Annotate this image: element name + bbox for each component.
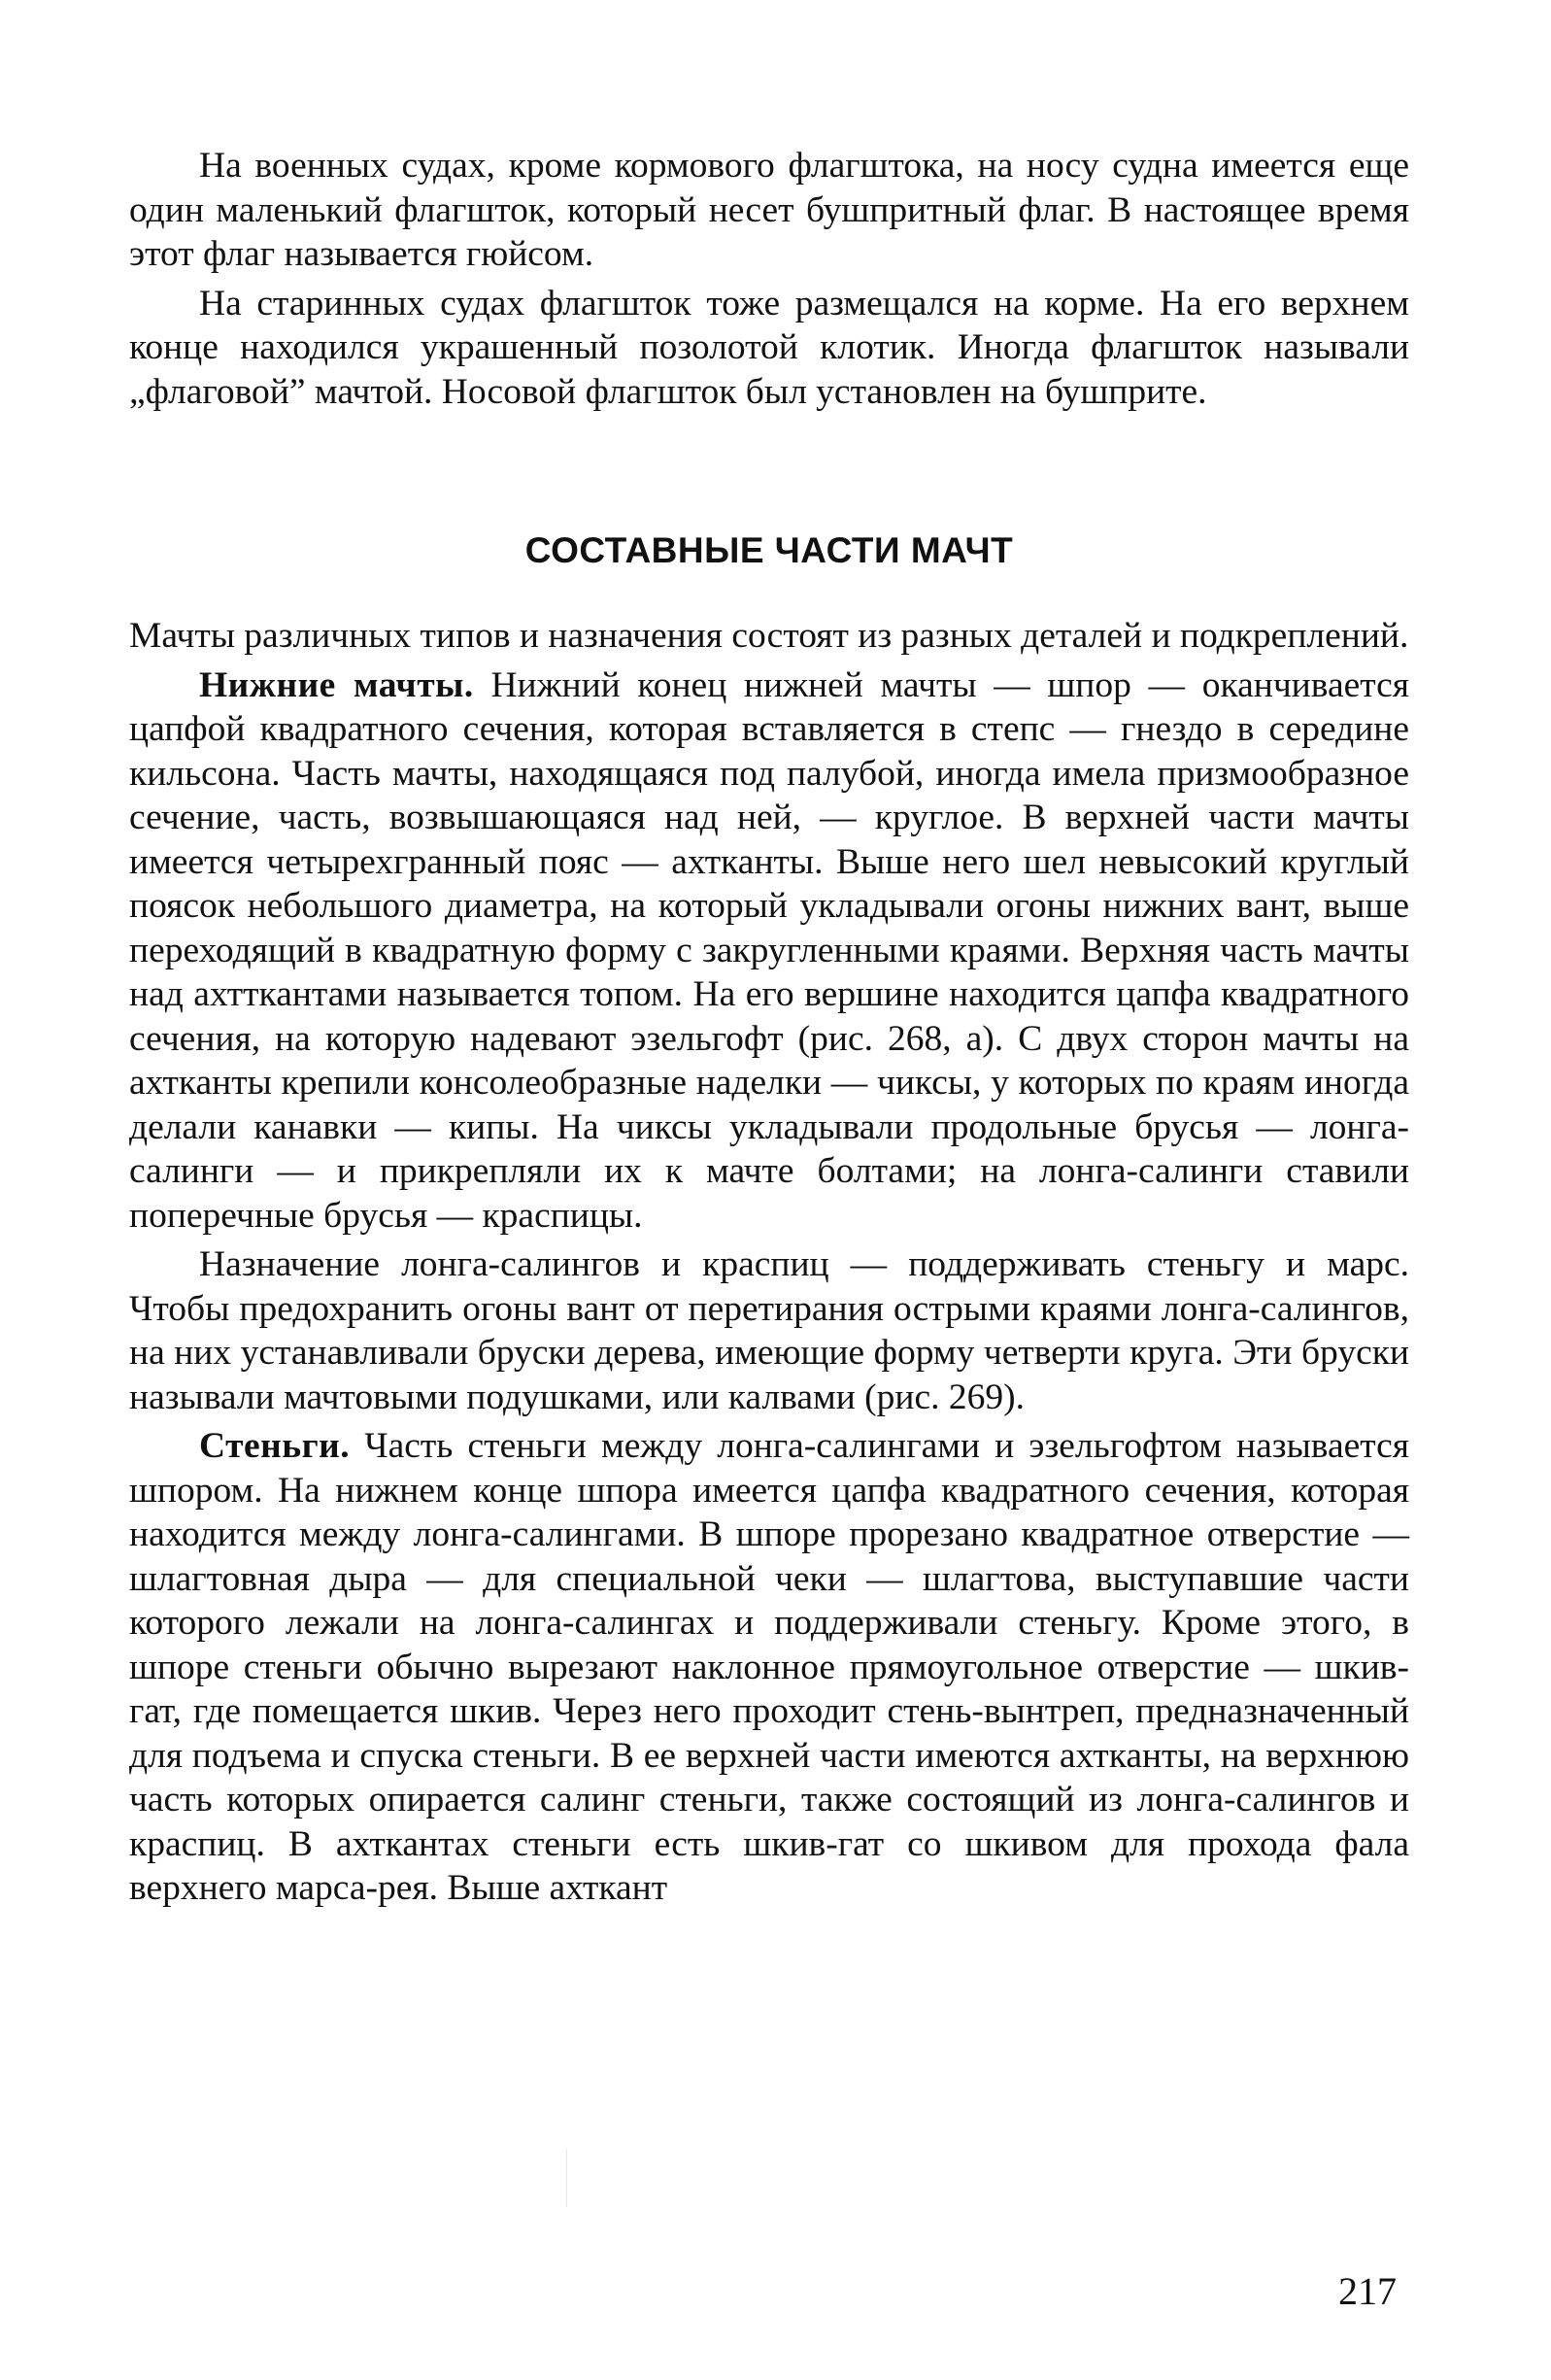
intro-paragraph-1: На военных судах, кроме кормового флагштока, на носу судна имеется еще один маленький флагшток, который несет бушпритный флаг. В настоящее время этот флаг называется гюйсом. (129, 146, 1409, 274)
purpose-paragraph: Назначение лонга-салингов и краспиц — поддерживать стеньгу и марс. Чтобы предохранить огоны вант от перетирания острыми краями лонга-салингов, на них устанавливали бруски дерева, имеющие форму четверти круга. Эти бруски называли мачтовыми подушками, или калвами (рис. 269). (129, 1244, 1409, 1417)
lower-masts-term: Нижние мачты. (199, 664, 474, 705)
section-heading: СОСТАВНЫЕ ЧАСТИ МАЧТ (524, 530, 1014, 570)
lower-masts-paragraph (129, 663, 1409, 1239)
topmasts-text: Часть стеньги между лонга-салингами и эзельгофтом называется шпором. На нижнем конце шпора имеется цапфа квадратного сечения, которая находится между лонга-салингами. В шпоре прорезано квадратное отверстие — шлагтовная дыра — для специальной чеки — шлагтова, выступавшие части которого лежали на лонга-салингах и поддерживали стеньгу. Кроме этого, в шпоре стеньги обычно вырезают наклонное прямоугольное отверстие — шкив-гат, где помещается шкив. Через него проходит стень-вынтреп, предназначенный для подъема и спуска стеньги. В ее верхней части имеются ахтканты, на верхнюю часть которых опирается салинг стеньги, также состоящий из лонга-салингов и краспиц. В ахткантах стеньги есть шкив-гат со шкивом для прохода фала верхнего марса-рея. Выше ахткант (129, 1426, 1409, 1908)
section-lead-paragraph: Мачты различных типов и назначения состоят из разных деталей и подкреплений. (129, 616, 1409, 656)
scan-artifact-line (566, 2149, 567, 2207)
topmasts-term: Стеньги. (199, 1426, 351, 1466)
topmasts-paragraph (129, 1424, 1409, 1911)
intro-paragraph-2: На старинных судах флагшток тоже размещался на корме. На его верхнем конце находился украшенный позолотой клотик. Иногда флагшток называли „флаговой” мачтой. Носовой флагшток был установлен на бушприте. (129, 283, 1409, 412)
page-body (129, 144, 1409, 1911)
page-number: 217 (1338, 2269, 1397, 2313)
lower-masts-text: Нижний конец нижней мачты — шпор — оканчивается цапфой квадратного сечения, которая вставляется в степс — гнездо в середине кильсона. Часть мачты, находящаяся под палубой, иногда имела призмообразное сечение, часть, возвышающаяся над ней, — круглое. В верхней части мачты имеется четырехгранный пояс — ахтканты. Выше него шел невысокий круглый поясок небольшого диаметра, на который укладывали огоны нижних вант, выше переходящий в квадратную форму с закругленными краями. Верхняя часть мачты над ахтткантами называется топом. На его вершине находится цапфа квадратного сечения, на которую надевают эзельгофт (рис. 268, а). С двух сторон мачты на ахтканты крепили консолеобразные наделки — чиксы, у которых по краям иногда делали канавки — кипы. На чиксы укладывали продольные брусья — лонга-салинги — и прикрепляли их к мачте болтами; на лонга-салинги ставили поперечные брусья — краспицы. (129, 664, 1409, 1236)
